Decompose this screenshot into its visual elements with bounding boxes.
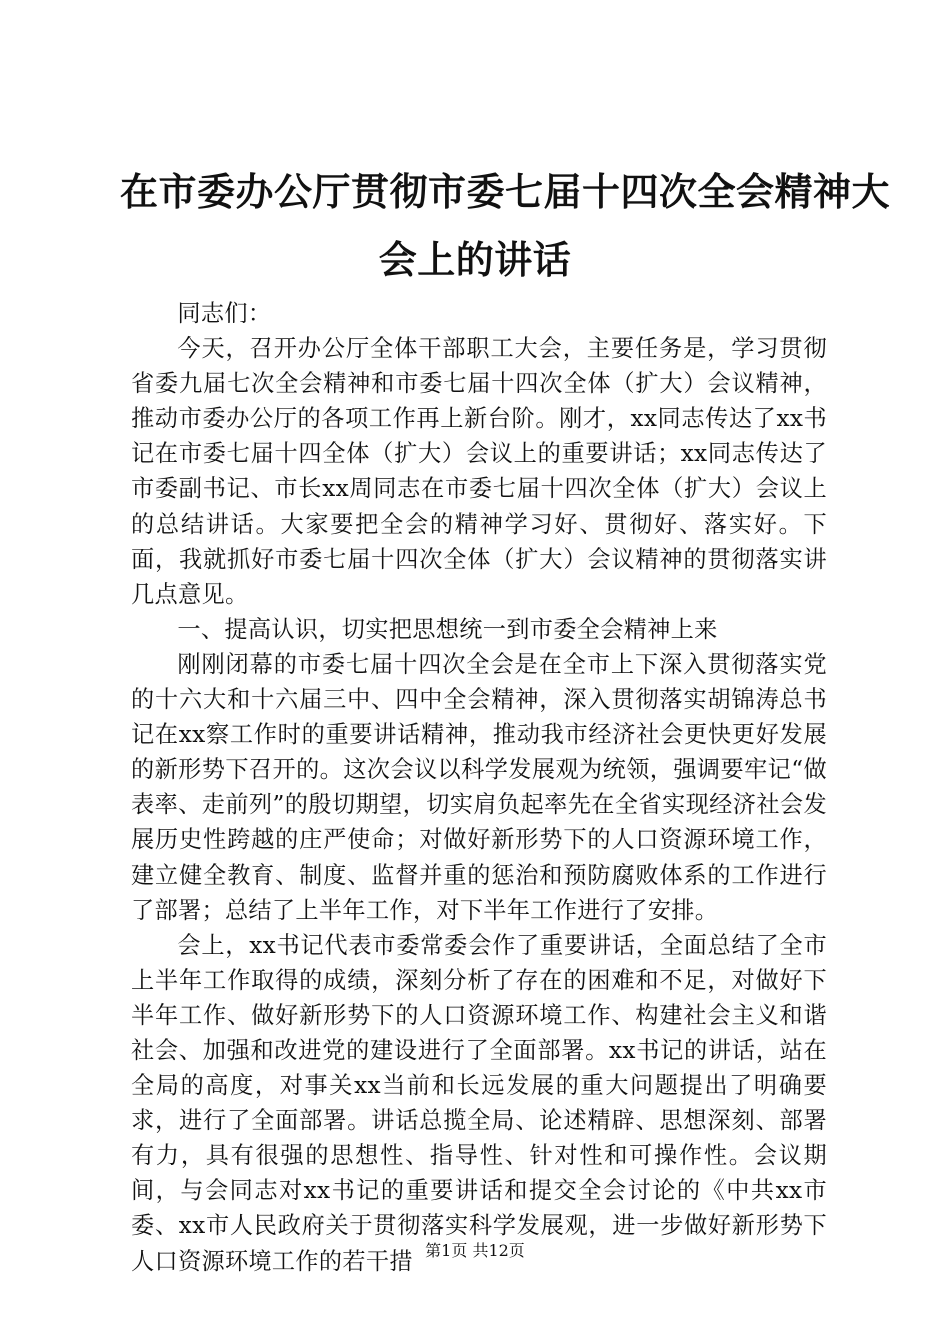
title-line-1: 在市委办公厅贯彻市委七届十四次全会精神大	[120, 170, 891, 214]
paragraph: 会上，xx书记代表市委常委会作了重要讲话，全面总结了全市上半年工作取得的成绩，深刻分析了存在的困难和不足，对做好下半年工作、做好新形势下的人口资源环境工作、构建社会主义和谐社会、加强和改进党的建设进行了全面部署。xx书记的讲话，站在全局的高度，对事关xx当前和长远发展的重大问题提出了明确要求，进行了全面部署。讲话总揽全局、论述精辟、思想深刻、部署有力，具有很强的思想性、指导性、针对性和可操作性。会议期间，与会同志对xx书记的重要讲话和提交全会讨论的《中共xx市委、xx市人民政府关于贯彻落实科学发展观，进一步做好新形势下人口资源环境工作的若干措	[131, 931, 827, 1275]
document-title	[120, 158, 891, 294]
page-number-footer: 第1页 共12页	[425, 1241, 525, 1260]
section-heading: 一、提高认识，切实把思想统一到市委全会精神上来	[177, 615, 718, 643]
paragraph: 刚刚闭幕的市委七届十四次全会是在全市上下深入贯彻落实党的十六大和十六届三中、四中全会精神，深入贯彻落实胡锦涛总书记在xx察工作时的重要讲话精神，推动我市经济社会更快更好发展的新形势下召开的。这次会议以科学发展观为统领，强调要牢记“做表率、走前列”的殷切期望，切实肩负起率先在全省实现经济社会发展历史性跨越的庄严使命；对做好新形势下的人口资源环境工作，建立健全教育、制度、监督并重的惩治和预防腐败体系的工作进行了部署；总结了上半年工作，对下半年工作进行了安排。	[131, 650, 827, 924]
paragraph: 今天，召开办公厅全体干部职工大会，主要任务是，学习贯彻省委九届七次全会精神和市委七届十四次全体（扩大）会议精神，推动市委办公厅的各项工作再上新台阶。刚才，xx同志传达了xx书记在市委七届十四全体（扩大）会议上的重要讲话；xx同志传达了市委副书记、市长xx周同志在市委七届十四次全体（扩大）会议上的总结讲话。大家要把全会的精神学习好、贯彻好、落实好。下面，我就抓好市委七届十四次全体（扩大）会议精神的贯彻落实讲几点意见。	[131, 335, 827, 608]
title-line-2: 会上的讲话	[378, 238, 572, 282]
salutation: 同志们：	[177, 300, 272, 327]
document-body	[131, 296, 827, 1279]
